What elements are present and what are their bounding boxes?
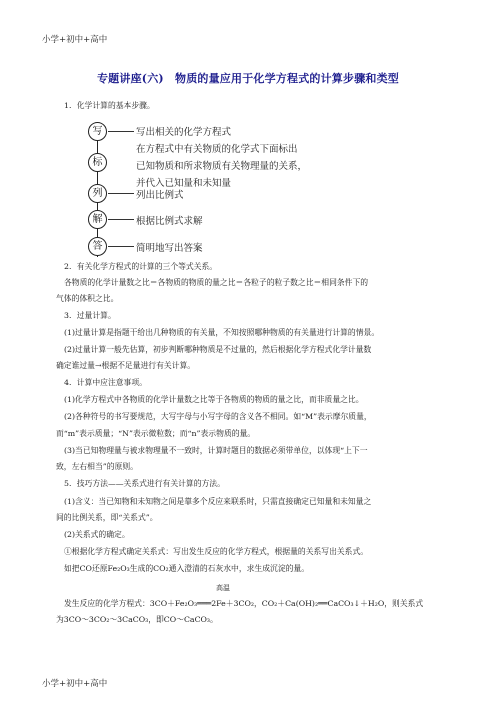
paragraph: (3)当已知物理量与被求物理量不一致时，计算时题目的数据必须带单位，以体现“上下一 bbox=[64, 446, 368, 455]
equation-line: 为3CO～3CO₂～3CaCO₃，即CO～CaCO₃。 bbox=[56, 615, 218, 624]
paragraph: 间的比例关系，即“关系式”。 bbox=[56, 513, 158, 522]
paragraph: 5．技巧方法——关系式进行有关计算的方法。 bbox=[64, 479, 225, 488]
paragraph: (2)关系式的确定。 bbox=[64, 530, 130, 539]
paragraph: (1)含义：当已知物和未知物之间是靠多个反应来联系时，只需直接确定已知量和未知量之 bbox=[64, 497, 372, 506]
equation-line: 发生反应的化学方程式：3CO＋Fe₂O₃═══2Fe＋3CO₂，CO₂＋Ca(OH)₂══CaCO₃↓＋H₂O，则关系式 bbox=[64, 599, 424, 608]
paragraph: (2)各种符号的书写要规范，大写字母与小写字母的含义各不相同。如“M”表示摩尔质量， bbox=[64, 412, 372, 421]
page-footer: 小学+初中+高中 bbox=[42, 679, 108, 689]
paragraph: 各物质的化学计量数之比＝各物质的物质的量之比＝各粒子的粒子数之比＝相同条件下的 bbox=[64, 278, 369, 287]
step-mark-text-2: 已知物质和所求物质有关物理量的关系， bbox=[136, 161, 308, 172]
reaction-condition: 高温 bbox=[216, 584, 230, 592]
paragraph: 2．有关化学方程式的计算的三个等式关系。 bbox=[64, 262, 218, 271]
paragraph: 确定谁过量→根据不足量进行有关计算。 bbox=[56, 361, 196, 370]
step-answer-text: 简明地写出答案 bbox=[136, 243, 203, 254]
step-dash bbox=[108, 193, 134, 194]
step-solve-circle: 解 bbox=[88, 210, 107, 229]
page-header: 小学+初中+高中 bbox=[42, 35, 108, 45]
step-dash bbox=[108, 219, 134, 220]
step-dash bbox=[108, 131, 134, 132]
paragraph: 气体的体积之比。 bbox=[56, 294, 119, 303]
step-write-circle: 写 bbox=[88, 122, 107, 141]
paragraph: 4．计算中应注意事项。 bbox=[64, 378, 147, 387]
step-write-text: 写出相关的化学方程式 bbox=[136, 127, 232, 138]
paragraph: (1)化学方程式中各物质的化学计量数之比等于各物质的物质的量之比，而非质量之比。 bbox=[64, 395, 364, 404]
paragraph: ①根据化学方程式确定关系式：写出发生反应的化学方程式，根据量的关系写出关系式。 bbox=[64, 547, 369, 556]
step-list-text: 列出比例式 bbox=[136, 190, 184, 201]
step-solve-text: 根据比例式求解 bbox=[136, 216, 203, 227]
paragraph: 3．过量计算。 bbox=[64, 311, 116, 320]
step-mark-circle: 标 bbox=[88, 153, 107, 172]
step-mark-text-3: 并代入已知量和未知量 bbox=[136, 178, 232, 189]
page-title: 专题讲座(六) 物质的量应用于化学方程式的计算步骤和类型 bbox=[96, 72, 399, 85]
step-answer-circle: 答 bbox=[88, 237, 107, 256]
paragraph: 如把CO还原Fe₂O₃生成的CO₂通入澄清的石灰水中，求生成沉淀的量。 bbox=[64, 564, 310, 573]
step-list-circle: 列 bbox=[88, 184, 107, 203]
section-heading: 1．化学计算的基本步骤。 bbox=[64, 101, 155, 110]
step-dash bbox=[108, 246, 134, 247]
step-mark-text: 在方程式中有关物质的化学式下面标出 bbox=[136, 144, 298, 155]
paragraph: (1)过量计算是指题干给出几种物质的有关量，不知按照哪种物质的有关量进行计算的情景。 bbox=[64, 328, 380, 337]
paragraph: (2)过量计算一般先估算，初步判断哪种物质是不过量的，然后根据化学方程式化学计量数 bbox=[64, 345, 372, 354]
paragraph: 致，左右相当”的原则。 bbox=[56, 462, 138, 471]
steps-diagram bbox=[88, 122, 308, 257]
paragraph: 而“m”表示质量；“N”表示微粒数；而“n”表示物质的量。 bbox=[56, 429, 256, 438]
